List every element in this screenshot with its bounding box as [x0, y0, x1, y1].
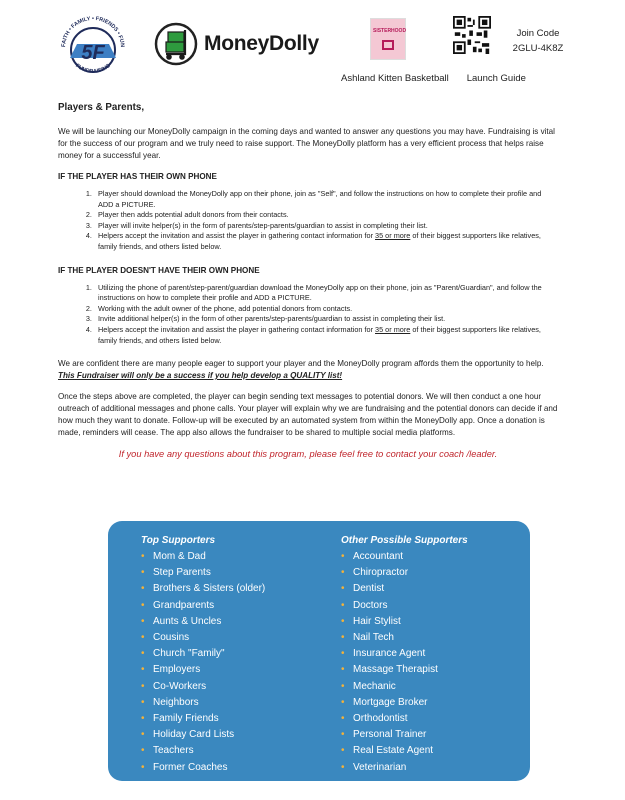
top-supporters-column [141, 535, 265, 776]
supporter-item: • Hair Stylist [341, 614, 468, 630]
svg-text:5F: 5F [81, 42, 105, 64]
supporter-item: • Mortgage Broker [341, 695, 468, 711]
bullet-icon: • [341, 551, 345, 562]
bullet-icon: • [341, 567, 345, 579]
bullet-icon: • [141, 648, 145, 660]
bullet-icon: • [341, 696, 345, 708]
list-item: 1. Utilizing the phone of parent/step-parent/guardian download the MoneyDolly app on their phone, join as "Parent/Guardian", and follow the instructions on how to complete their profile and ADD a PICTURE. [94, 283, 558, 304]
supporter-item: • Co-Workers [141, 679, 265, 695]
list-item: 2. Working with the adult owner of the phone, add potential donors from contacts. [94, 304, 558, 315]
bullet-icon: • [141, 713, 145, 725]
bullet-icon: • [341, 745, 345, 757]
quality-list-emphasis: This Fundraiser will only be a success if you help develop a QUALITY list! [58, 371, 343, 381]
greeting: Players & Parents, [58, 102, 145, 113]
section-no-phone-title: IF THE PLAYER DOESN'T HAVE THEIR OWN PHONE [58, 265, 260, 275]
bullet-icon: • [141, 745, 145, 757]
bullet-icon: • [341, 648, 345, 660]
bullet-icon: • [141, 680, 145, 692]
supporter-item: • Teachers [141, 743, 265, 759]
fundraising-logo [56, 14, 130, 84]
bullet-icon: • [341, 664, 345, 676]
sisterhood-emblem-icon [380, 37, 396, 53]
supporter-item: • Brothers & Sisters (older) [141, 581, 265, 597]
contact-note: If you have any questions about this program, please feel free to contact your coach /leader. [118, 449, 498, 460]
money-dolly-cart-icon [154, 22, 202, 66]
confident-paragraph: We are confident there are many people eager to support your player and the MoneyDolly program affords them the opportunity to help. This Fundraiser will only be a success if you help develop a QUALITY list! [58, 359, 544, 381]
qr-code[interactable] [453, 16, 491, 54]
supporter-item: • Personal Trainer [341, 727, 468, 743]
supporter-item: • Mechanic [341, 679, 468, 695]
supporters-box [108, 521, 530, 781]
bullet-icon: • [141, 583, 145, 595]
supporter-item: • Step Parents [141, 565, 265, 581]
join-code-block [503, 26, 573, 56]
supporter-item: • Orthodontist [341, 711, 468, 727]
supporter-item: • Nail Tech [341, 630, 468, 646]
supporter-item: • Veterinarian [341, 760, 468, 776]
moneydolly-logo [154, 22, 319, 66]
list-item: 2. Player then adds potential adult donors from their contacts. [94, 210, 558, 221]
supporter-item: • Insurance Agent [341, 646, 468, 662]
supporter-item: • Church "Family" [141, 646, 265, 662]
supporter-item: • Employers [141, 662, 265, 678]
bullet-icon: • [341, 632, 345, 644]
bullet-icon: • [141, 696, 145, 708]
other-supporters-title: Other Possible Supporters [341, 535, 468, 546]
bullet-icon: • [141, 729, 145, 741]
bullet-icon: • [341, 599, 345, 611]
letter-body [58, 100, 558, 460]
bullet-icon: • [141, 551, 145, 562]
bullet-icon: • [141, 615, 145, 627]
join-code-label: Join Code [516, 28, 560, 39]
supporter-item: • Mom & Dad [141, 549, 265, 565]
steps-paragraph: Once the steps above are completed, the player can begin sending text messages to potential donors. We will then conduct a one hour outreach of additional messages and phone calls. Your player will explain why we are fundraising and the potential donors can decide if and how much they want to donate. Follow-up will be executed by an automated system from within the MoneyDolly app. Once a donation is made, reminders will cease. The app also allows the fundraiser to be shared to multiple social media platforms. [58, 392, 558, 438]
brand-name: MoneyDolly [204, 32, 319, 55]
supporter-item: • Aunts & Uncles [141, 614, 265, 630]
section-own-phone-title: IF THE PLAYER HAS THEIR OWN PHONE [58, 172, 217, 181]
supporter-item: • Family Friends [141, 711, 265, 727]
list-item: 4. Helpers accept the invitation and assist the player in gathering contact information for 35 or more of their biggest supporters like relatives, family friends, and others listed below. [94, 231, 558, 252]
supporter-item: • Dentist [341, 581, 468, 597]
bullet-icon: • [341, 583, 345, 595]
guide-title: Launch Guide [466, 73, 526, 84]
logo-ring-text: FAITH • FAMILY • FRIENDS • FUN [60, 16, 126, 48]
supporter-item: • Grandparents [141, 598, 265, 614]
sisterhood-logo-text: SISTERHOOD [373, 28, 407, 34]
bullet-icon: • [341, 729, 345, 741]
supporter-item: • Former Coaches [141, 760, 265, 776]
list-item: 4. Helpers accept the invitation and assist the player in gathering contact information for 35 or more of their biggest supporters like relatives, family friends, and others listed below. [94, 325, 558, 346]
supporter-item: • Chiropractor [341, 565, 468, 581]
supporter-item: • Holiday Card Lists [141, 727, 265, 743]
bullet-icon: • [141, 664, 145, 676]
intro-paragraph: We will be launching our MoneyDolly campaign in the coming days and wanted to answer any questions you may have. Fundraising is vital for the success of our program and we truly need to raise support. The MoneyDolly platform has a very efficient process that helps raise money for a successful year. [58, 127, 555, 160]
bullet-icon: • [141, 599, 145, 611]
supporter-item: • Cousins [141, 630, 265, 646]
logo-bottom-text: FUNDRAISING [74, 62, 112, 75]
team-name: Ashland Kitten Basketball [341, 73, 449, 84]
bullet-icon: • [141, 632, 145, 644]
list-item: 3. Player will invite helper(s) in the form of parents/step-parents/guardian to assist in completing their list. [94, 221, 558, 232]
supporter-item: • Real Estate Agent [341, 743, 468, 759]
bullet-icon: • [141, 567, 145, 579]
list-item: 3. Invite additional helper(s) in the form of other parents/step-parents/guardian to assist in completing their list. [94, 314, 558, 325]
sisterhood-logo [370, 18, 406, 60]
subheader [341, 73, 526, 84]
other-supporters-list [341, 549, 468, 776]
top-supporters-title: Top Supporters [141, 535, 216, 546]
section-own-phone-list [58, 189, 558, 253]
supporter-item: • Neighbors [141, 695, 265, 711]
other-supporters-column [341, 535, 468, 776]
section-no-phone-list [58, 283, 558, 347]
list-item: 1. Player should download the MoneyDolly app on their phone, join as "Self", and follow the instructions on how to complete their profile and ADD a PICTURE. [94, 189, 558, 210]
supporter-item: • Doctors [341, 598, 468, 614]
join-code-value: 2GLU-4K8Z [512, 43, 564, 54]
bullet-icon: • [341, 713, 345, 725]
bullet-icon: • [341, 680, 345, 692]
supporter-item: • Accountant [341, 549, 468, 565]
supporter-item: • Massage Therapist [341, 662, 468, 678]
bullet-icon: • [141, 761, 145, 773]
top-supporters-list [141, 549, 265, 776]
bullet-icon: • [341, 615, 345, 627]
bullet-icon: • [341, 761, 345, 773]
